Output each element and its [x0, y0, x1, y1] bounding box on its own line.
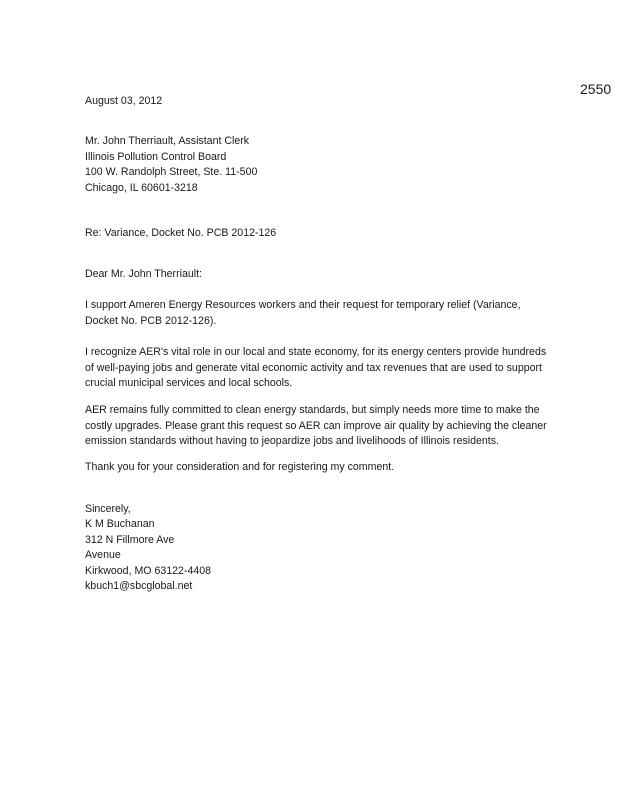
signer-name: K M Buchanan: [85, 518, 155, 530]
closing: Sincerely,: [85, 503, 131, 515]
signer-email: kbuch1@sbcglobal.net: [85, 580, 193, 592]
subject-line: Re: Variance, Docket No. PCB 2012-126: [85, 227, 277, 239]
recipient-street-line: 100 W. Randolph Street, Ste. 11-500: [85, 166, 258, 178]
signature-block: [85, 517, 211, 595]
signer-street-continuation: Avenue: [85, 549, 121, 561]
salutation: Dear Mr. John Therriault:: [85, 268, 202, 280]
recipient-name-line: Mr. John Therriault, Assistant Clerk: [85, 135, 250, 147]
body-paragraph-support: I support Ameren Energy Resources workers and their request for temporary relief (Variance, Docket No. PCB 2012-126).: [85, 299, 521, 327]
page-number: 2550: [580, 81, 612, 97]
signer-street: 312 N Fillmore Ave: [85, 533, 175, 546]
recipient-address: [85, 134, 257, 196]
signer-city: Kirkwood, MO 63122-4408: [85, 564, 212, 577]
body-paragraph-thanks: Thank you for your consideration and for registering my comment.: [85, 461, 395, 473]
letter-date: August 03, 2012: [85, 95, 163, 107]
recipient-city-line: Chicago, IL 60601-3218: [85, 181, 198, 194]
recipient-organization-line: Illinois Pollution Control Board: [85, 150, 227, 163]
body-paragraph-request: AER remains fully committed to clean energy standards, but simply needs more time to make the costly upgrades. Please grant this request so AER can improve air quality by achieving the cleaner emission standards without having to jeopardize jobs and livelihoods of Illinois residents.: [85, 404, 547, 447]
body-paragraph-economy: I recognize AER's vital role in our local and state economy, for its energy centers provide hundreds of well-paying jobs and generate vital economic activity and tax revenues that are used to support crucial municipal services and local schools.: [85, 346, 547, 389]
